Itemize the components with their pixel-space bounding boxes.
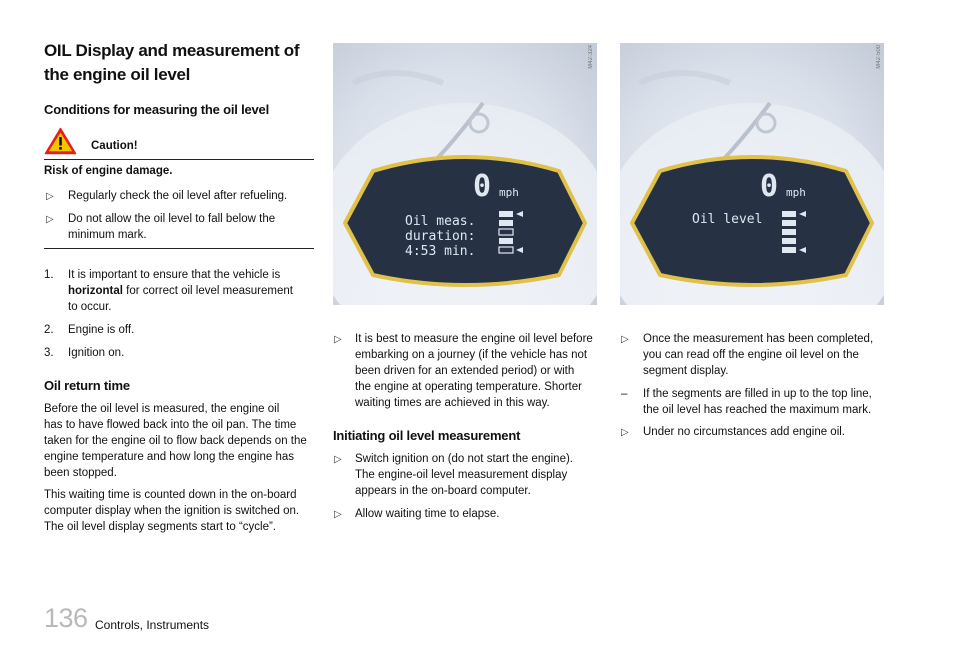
bullet-marker: ▷	[621, 334, 629, 345]
paragraph-line: the engine at operating temperature. Shorter	[355, 381, 582, 393]
step-1	[68, 267, 318, 315]
paragraph-line: the oil level has reached the maximum mark.	[643, 404, 872, 416]
oil-return-heading: Oil return time	[44, 378, 130, 393]
warning-icon	[44, 127, 77, 155]
display-line-1: Oil level	[692, 212, 763, 227]
waiting-time-item: Allow waiting time to elapse.	[355, 508, 500, 520]
page-title	[44, 39, 299, 87]
max-mark-item	[643, 386, 903, 418]
paragraph-line: This waiting time is counted down in the on-board	[44, 489, 297, 501]
paragraph-line: been stopped.	[44, 467, 117, 479]
page-number: 136	[44, 603, 88, 633]
paragraph-line: The engine-oil level measurement display	[355, 469, 568, 481]
paragraph-line: Switch ignition on (do not start the engine).	[355, 453, 573, 465]
oil-return-paragraph-1	[44, 401, 319, 481]
read-level-item	[643, 331, 903, 379]
paragraph-line: Before the oil level is measured, the engine oil	[44, 403, 280, 415]
paragraph-line: The oil level display segments start to “cycle”.	[44, 521, 277, 533]
display-line-2: duration:	[405, 229, 476, 244]
bullet-marker: ▷	[334, 454, 342, 465]
step-number: 1.	[44, 269, 54, 281]
dash-marker: –	[621, 388, 628, 400]
oil-level-display-image	[620, 43, 884, 305]
risk-text: Risk of engine damage.	[44, 165, 173, 177]
step-line: It is important to ensure that the vehicle is	[68, 269, 281, 281]
step-line: to occur.	[68, 301, 112, 313]
display-line-1: Oil meas.	[405, 214, 476, 229]
caution-item-line: Do not allow the oil level to fall below the	[68, 213, 276, 225]
title-line-1: OIL Display and measurement of	[44, 41, 300, 60]
step-3: Ignition on.	[68, 347, 125, 359]
oil-measurement-display-image	[333, 43, 597, 305]
no-oil-warning-item: Under no circumstances add engine oil.	[643, 426, 846, 438]
paragraph-line: Once the measurement has been completed,	[643, 333, 874, 345]
paragraph-line: you can read off the engine oil level on the	[643, 349, 859, 361]
initiating-heading: Initiating oil level measurement	[333, 428, 521, 443]
speed-unit: mph	[786, 186, 806, 199]
paragraph-line: It is best to measure the engine oil level before	[355, 333, 593, 345]
step-line	[68, 283, 318, 299]
step-number: 2.	[44, 324, 54, 336]
speed-unit: mph	[499, 186, 519, 199]
paragraph-line: been driven for an extended period) or with	[355, 365, 575, 377]
paragraph-line: computer display when the ignition is switched on.	[44, 505, 300, 517]
caution-item-line: minimum mark.	[68, 229, 147, 241]
step-2: Engine is off.	[68, 324, 135, 336]
image-code: M42-500	[876, 45, 882, 69]
bullet-marker: ▷	[46, 214, 54, 225]
paragraph-line: segment display.	[643, 365, 729, 377]
emphasis-text: horizontal	[68, 285, 123, 297]
paragraph-line: engine temperature and how long the engine has	[44, 451, 294, 463]
step-text: for correct oil level measurement	[122, 285, 293, 297]
caution-top-rule	[44, 159, 314, 160]
caution-bottom-rule	[44, 248, 314, 249]
bullet-marker: ▷	[334, 334, 342, 345]
caution-item	[68, 211, 275, 243]
oil-return-paragraph-2	[44, 487, 319, 535]
caution-item: Regularly check the oil level after refueling.	[68, 190, 288, 202]
section-name: Controls, Instruments	[95, 618, 210, 632]
paragraph-line: waiting times are achieved in this way.	[355, 397, 550, 409]
paragraph-line: embarking on a journey (if the vehicle has not	[355, 349, 588, 361]
paragraph-line: If the segments are filled in up to the top line,	[643, 388, 872, 400]
conditions-heading: Conditions for measuring the oil level	[44, 102, 269, 117]
measurement-tip	[355, 331, 605, 411]
paragraph-line: has to have flowed back into the oil pan. The time	[44, 419, 297, 431]
step-number: 3.	[44, 347, 54, 359]
display-line-3: 4:53 min.	[405, 244, 476, 259]
image-code: M42-324	[588, 45, 594, 69]
bullet-marker: ▷	[46, 191, 54, 202]
bullet-marker: ▷	[334, 509, 342, 520]
caution-label: Caution!	[91, 140, 138, 152]
paragraph-line: appears in the on-board computer.	[355, 485, 531, 497]
speed-readout: 0	[760, 169, 779, 204]
bullet-marker: ▷	[621, 427, 629, 438]
paragraph-line: taken for the engine oil to flow back depends on the	[44, 435, 307, 447]
speed-readout: 0	[473, 169, 492, 204]
title-line-2: the engine oil level	[44, 65, 191, 84]
switch-ignition-item	[355, 451, 605, 499]
